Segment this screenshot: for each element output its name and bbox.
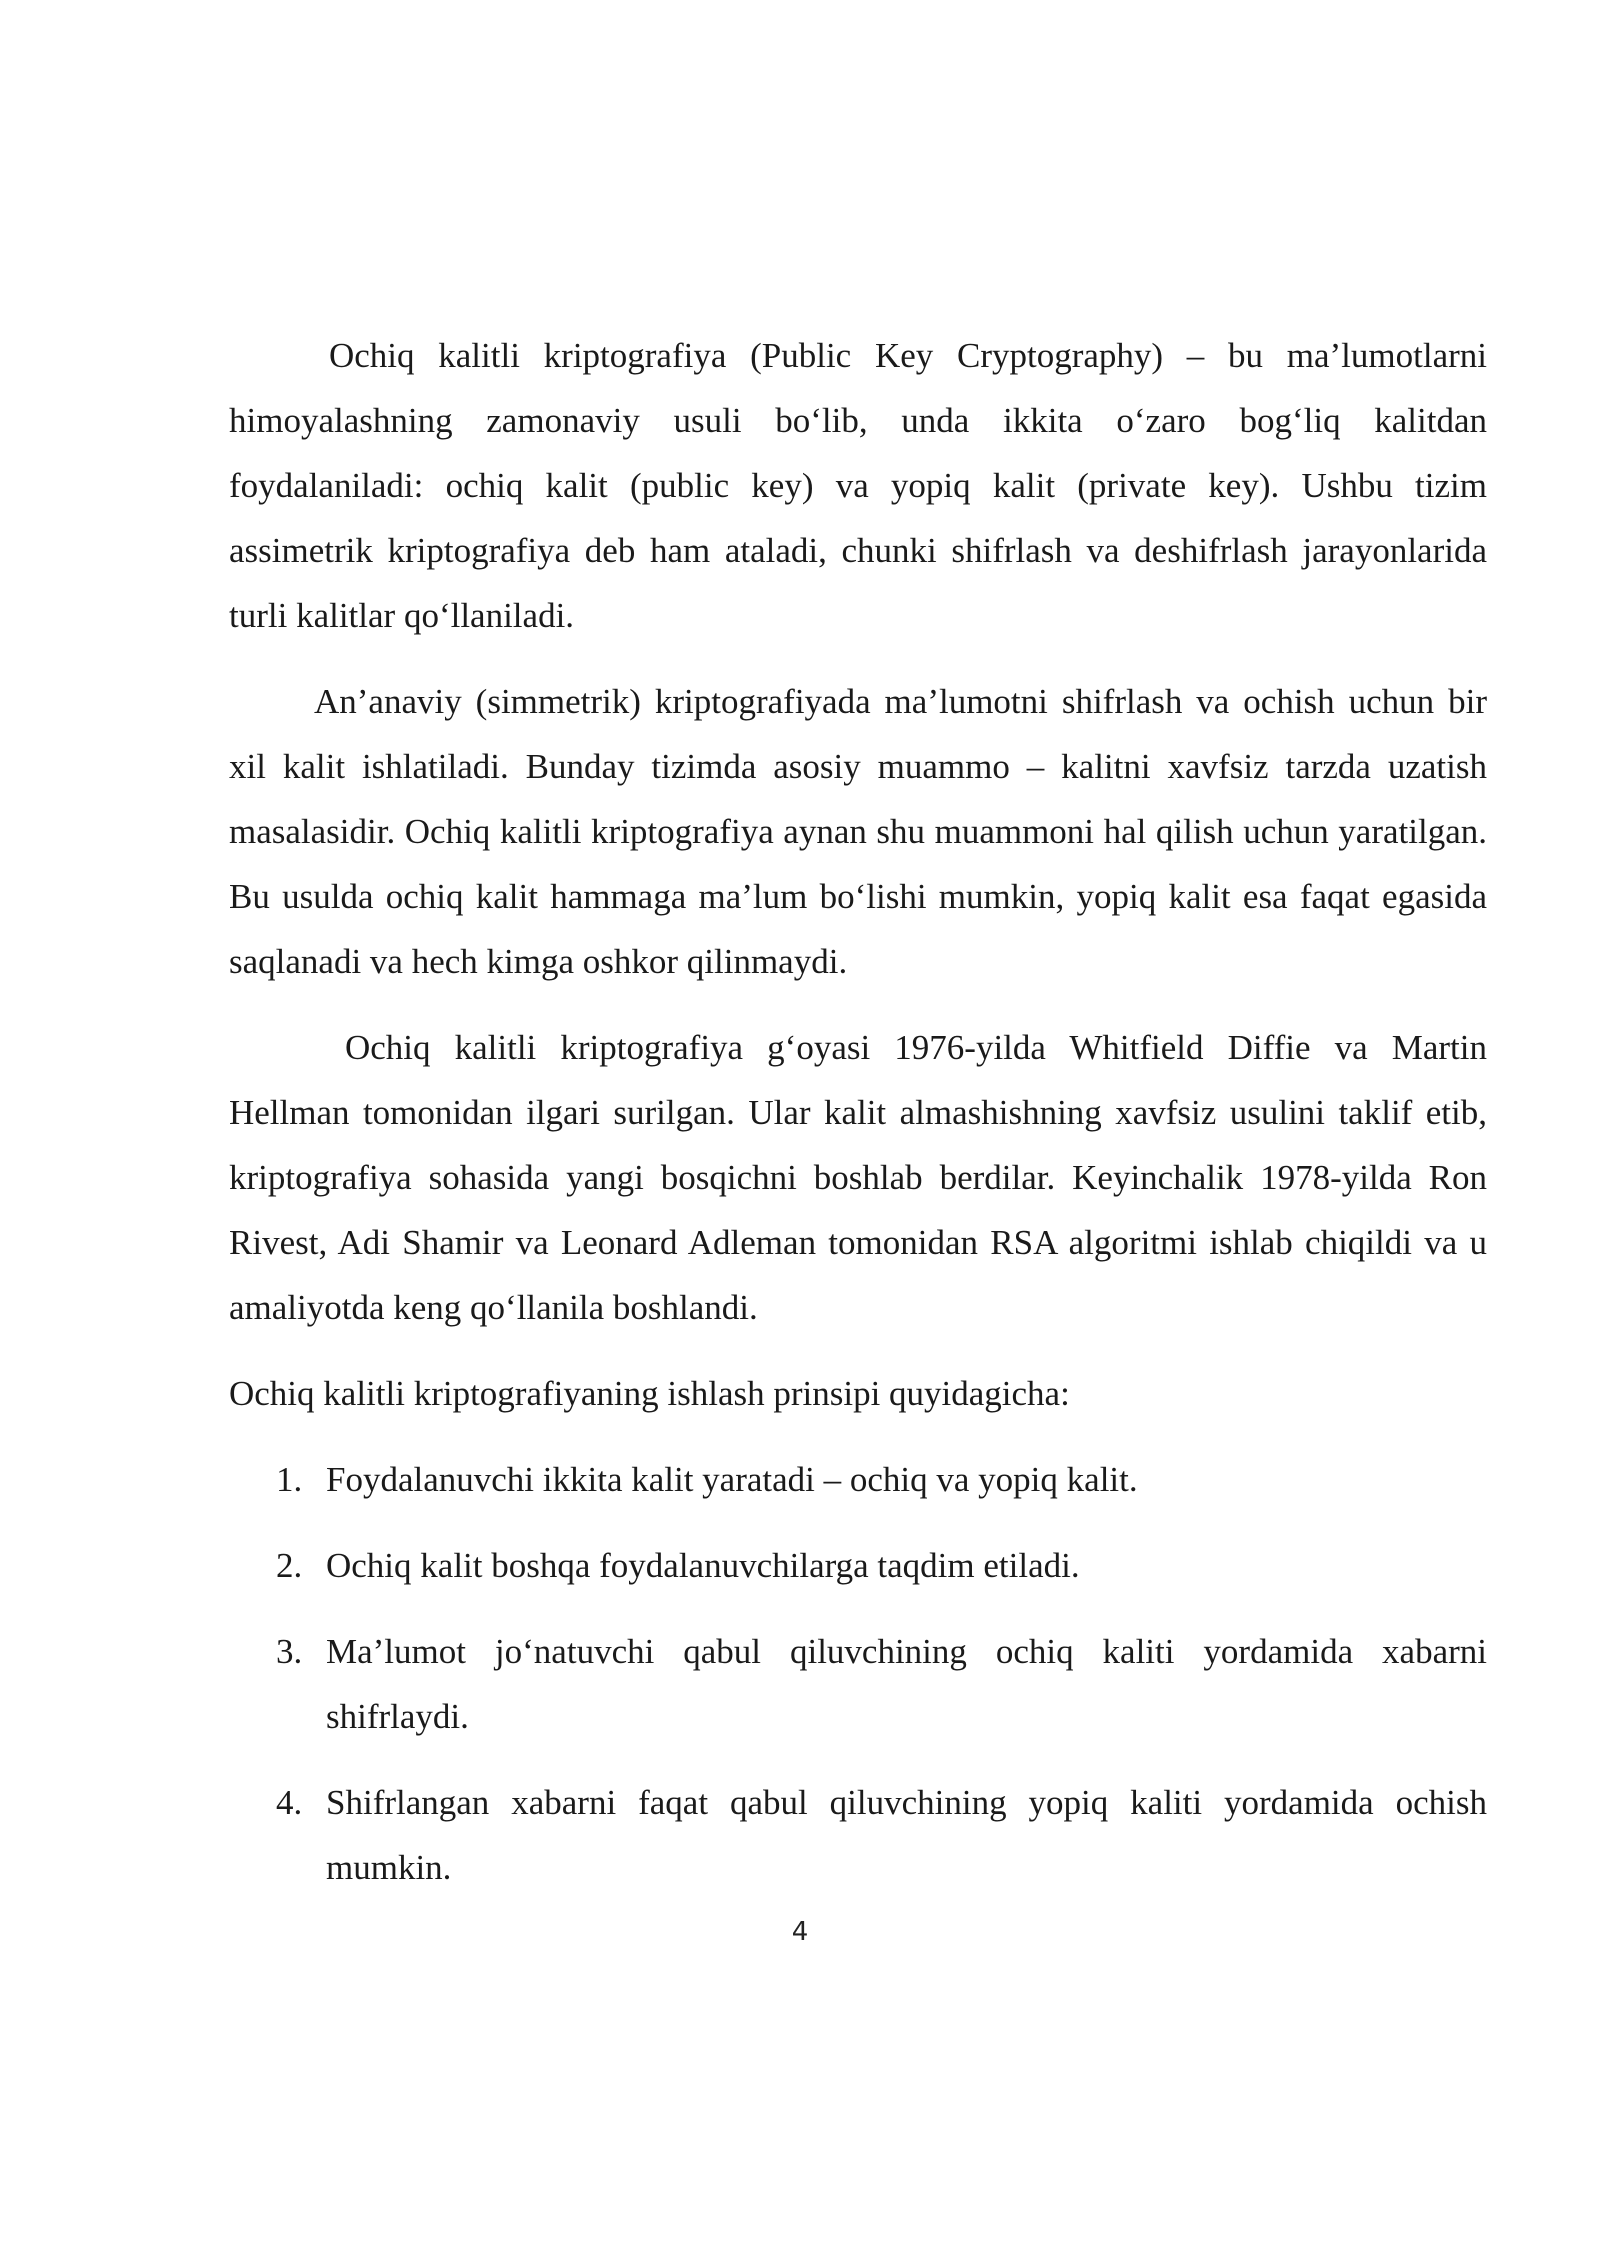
paragraph-symmetric-comparison: An’anaviy (simmetrik) kriptografiyada ma’lumotni shifrlash va ochish uchun bir xil kalit ishlatiladi. Bunday tizimda asosiy muammo – kalitni xavfsiz tarzda uzatish masalasidir. Ochiq kalitli kriptografiya aynan shu muammoni hal qilish uchun yaratilgan. Bu usulda ochiq kalit hammaga ma’lum bo‘lishi mumkin, yopiq kalit esa faqat egasida saqlanadi va hech kimga oshkor qilinmaydi. — [229, 682, 1487, 981]
list-item-text: Ochiq kalit boshqa foydalanuvchilarga taqdim etiladi. — [326, 1546, 1080, 1585]
list-item-text: Shifrlangan xabarni faqat qabul qiluvchining yopiq kaliti yordamida ochish mumkin. — [326, 1783, 1487, 1887]
list-intro: Ochiq kalitli kriptografiyaning ishlash prinsipi quyidagicha: — [229, 1374, 1070, 1413]
list-item-number: 4. — [276, 1783, 303, 1822]
list-item-number: 1. — [276, 1460, 303, 1499]
list-item — [229, 1770, 1487, 1900]
principle-steps-list — [229, 1447, 1487, 1900]
paragraph-public-key-definition: Ochiq kalitli kriptografiya (Public Key Cryptography) – bu ma’lumotlarni himoyalashning zamonaviy usuli bo‘lib, unda ikkita o‘zaro bog‘liq kalitdan foydalaniladi: ochiq kalit (public key) va yopiq kalit (private key). Ushbu tizim assimetrik kriptografiya deb ham ataladi, chunki shifrlash va deshifrlash jarayonlarida turli kalitlar qo‘llaniladi. — [229, 336, 1487, 635]
list-item — [229, 1447, 1487, 1512]
list-item-number: 2. — [276, 1546, 303, 1585]
list-item-number: 3. — [276, 1632, 303, 1671]
page-body — [229, 323, 1487, 1921]
page-number: 4 — [791, 1917, 809, 1947]
list-item-text: Foydalanuvchi ikkita kalit yaratadi – ochiq va yopiq kalit. — [326, 1460, 1138, 1499]
paragraph-history: Ochiq kalitli kriptografiya g‘oyasi 1976-yilda Whitfield Diffie va Martin Hellman tomonidan ilgari surilgan. Ular kalit almashishning xavfsiz usulini taklif etib, kriptografiya sohasida yangi bosqichni boshlab berdilar. Keyinchalik 1978-yilda Ron Rivest, Adi Shamir va Leonard Adleman tomonidan RSA algoritmi ishlab chiqildi va u amaliyotda keng qo‘llanila boshlandi. — [229, 1028, 1487, 1327]
list-item — [229, 1619, 1487, 1749]
list-item-text: Ma’lumot jo‘natuvchi qabul qiluvchining ochiq kaliti yordamida xabarni shifrlaydi. — [326, 1632, 1487, 1736]
list-item — [229, 1533, 1487, 1598]
